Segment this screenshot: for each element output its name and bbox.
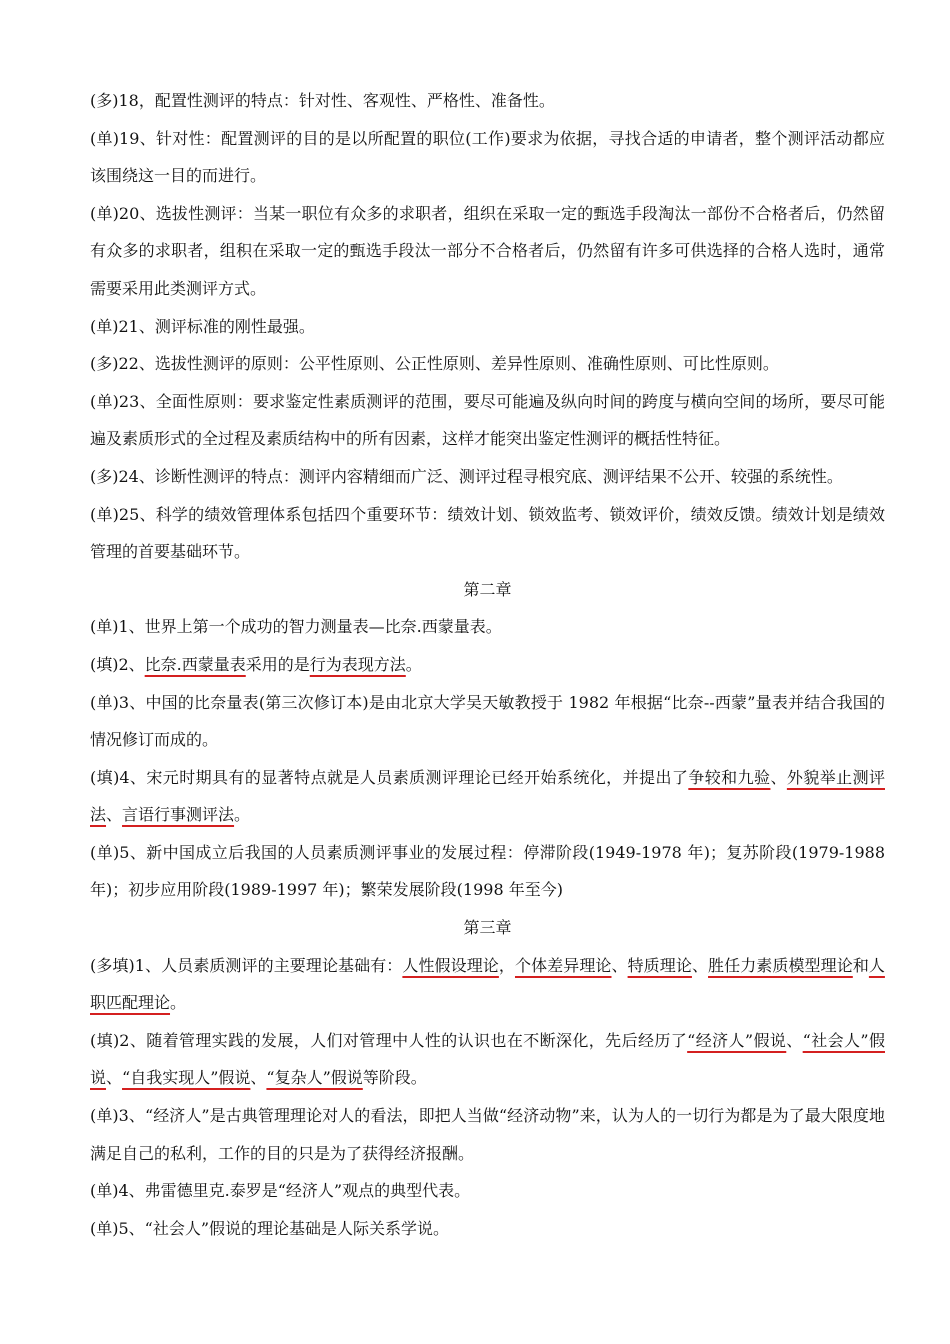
text-segment: (单)19、针对性：配置测评的目的是以所配置的职位(工作)要求为依据，寻找合适的申请者，整个测评活动都应该围绕这一目的而进行。	[90, 128, 885, 186]
text-segment: (单)25、科学的绩效管理体系包括四个重要环节：绩效计划、锁效监考、锁效评价，绩效反馈。绩效计划是绩效管理的首要基础环节。	[90, 504, 885, 562]
text-segment: ，	[498, 955, 515, 975]
paragraph	[90, 947, 885, 1022]
chapter-heading	[90, 909, 885, 947]
document-body	[90, 82, 885, 1247]
paragraph	[90, 120, 885, 195]
text-segment: 。	[170, 993, 187, 1013]
paragraph	[90, 345, 885, 383]
text-segment: (单)1、世界上第一个成功的智力测量表—比奈.西蒙量表。	[90, 617, 502, 637]
text-segment: 。	[234, 805, 251, 825]
text-segment: (单)20、选拔性测评：当某一职位有众多的求职者，组织在采取一定的甄选手段淘汰一部份不合格者后，仍然留有众多的求职者，组积在采取一定的甄选手段汰一部分不合格者后，仍然留有许多可供选择的合格人选时，通常需要采用此类测评方式。	[90, 203, 885, 298]
underlined-answer: “复杂人”假说	[266, 1068, 363, 1088]
text-segment: 和	[852, 955, 869, 975]
paragraph	[90, 608, 885, 646]
underlined-answer: 人职匹配理论	[90, 955, 885, 1013]
text-segment: (填)4、宋元时期具有的显著特点就是人员素质测评理论已经开始系统化，并提出了	[90, 767, 689, 787]
text-segment: (多)18，配置性测评的特点：针对性、客观性、严格性、准备性。	[90, 91, 555, 110]
underlined-answer: 个体差异理论	[514, 955, 612, 975]
paragraph	[90, 1097, 885, 1172]
underlined-answer: 人性假设理论	[402, 955, 499, 975]
text-segment: (单)23、全面性原则：要求鉴定性素质测评的范围，要尽可能遍及纵向时间的跨度与横向空间的场所，要尽可能遍及素质形式的全过程及素质结构中的所有因素，这样才能突出鉴定性测评的概括性特征。	[90, 391, 885, 449]
underlined-answer: 言语行事测评法	[122, 805, 235, 825]
text-segment: 、	[106, 1068, 123, 1088]
underlined-answer: 外貌举止测评法	[90, 767, 885, 825]
text-segment: (单)5、新中国成立后我国的人员素质测评事业的发展过程：停滞阶段(1949-1978 年)；复苏阶段(1979-1988 年)；初步应用阶段(1989-1997 年)；繁荣发展阶段(1998 年至今)	[90, 842, 885, 900]
underlined-answer: 行为表现方法	[309, 654, 406, 674]
text-segment: 第二章	[463, 579, 512, 599]
underlined-answer: 胜任力素质模型理论	[708, 955, 853, 975]
paragraph	[90, 383, 885, 458]
text-segment: (多)24、诊断性测评的特点：测评内容精细而广泛、测评过程寻根究底、测评结果不公开、较强的系统性。	[90, 466, 843, 486]
text-segment: (单)3、中国的比奈量表(第三次修订本)是由北京大学吴天敏教授于 1982 年根据“比奈--西蒙”量表并结合我国的情况修订而成的。	[90, 692, 885, 750]
text-segment: (多)22、选拔性测评的原则：公平性原则、公正性原则、差异性原则、准确性原则、可比性原则。	[90, 354, 779, 374]
paragraph	[90, 759, 885, 834]
text-segment: (单)21、测评标准的刚性最强。	[90, 316, 315, 336]
text-segment: 、	[770, 767, 787, 787]
text-segment: 。	[405, 654, 422, 674]
paragraph	[90, 458, 885, 496]
text-segment: 、	[106, 805, 123, 825]
text-segment: 等阶段。	[362, 1068, 427, 1088]
paragraph	[90, 684, 885, 759]
underlined-answer: 争较和九验	[688, 767, 771, 787]
paragraph	[90, 195, 885, 308]
text-segment: 、	[691, 955, 709, 975]
text-segment: (多填)1、人员素质测评的主要理论基础有：	[90, 955, 403, 975]
paragraph	[90, 834, 885, 909]
text-segment: (单)4、弗雷德里克.泰罗是“经济人”观点的典型代表。	[90, 1181, 471, 1201]
paragraph	[90, 1172, 885, 1210]
underlined-answer: “自我实现人”假说	[122, 1068, 251, 1088]
paragraph	[90, 82, 885, 120]
underlined-answer: “社会人”假说	[90, 1030, 885, 1088]
text-segment: 、	[786, 1030, 803, 1050]
paragraph	[90, 1022, 885, 1097]
underlined-answer: 特质理论	[627, 955, 692, 975]
text-segment: (填)2、随着管理实践的发展，人们对管理中人性的认识也在不断深化，先后经历了	[90, 1030, 688, 1050]
text-segment: 采用的是	[245, 654, 310, 674]
paragraph	[90, 646, 885, 684]
text-segment: (单)3、“经济人”是古典管理理论对人的看法，即把人当做“经济动物”来，认为人的一切行为都是为了最大限度地满足自己的私利，工作的目的只是为了获得经济报酬。	[90, 1106, 885, 1163]
paragraph	[90, 308, 885, 346]
underlined-answer: 比奈.西蒙量表	[144, 654, 246, 674]
chapter-heading	[90, 571, 885, 609]
text-segment: 第三章	[463, 918, 512, 938]
text-segment: 、	[250, 1068, 267, 1088]
text-segment: (填)2、	[90, 654, 145, 674]
underlined-answer: “经济人”假说	[687, 1030, 787, 1050]
paragraph	[90, 1210, 885, 1248]
paragraph	[90, 496, 885, 571]
text-segment: 、	[611, 955, 628, 975]
text-segment: (单)5、“社会人”假说的理论基础是人际关系学说。	[90, 1218, 450, 1238]
